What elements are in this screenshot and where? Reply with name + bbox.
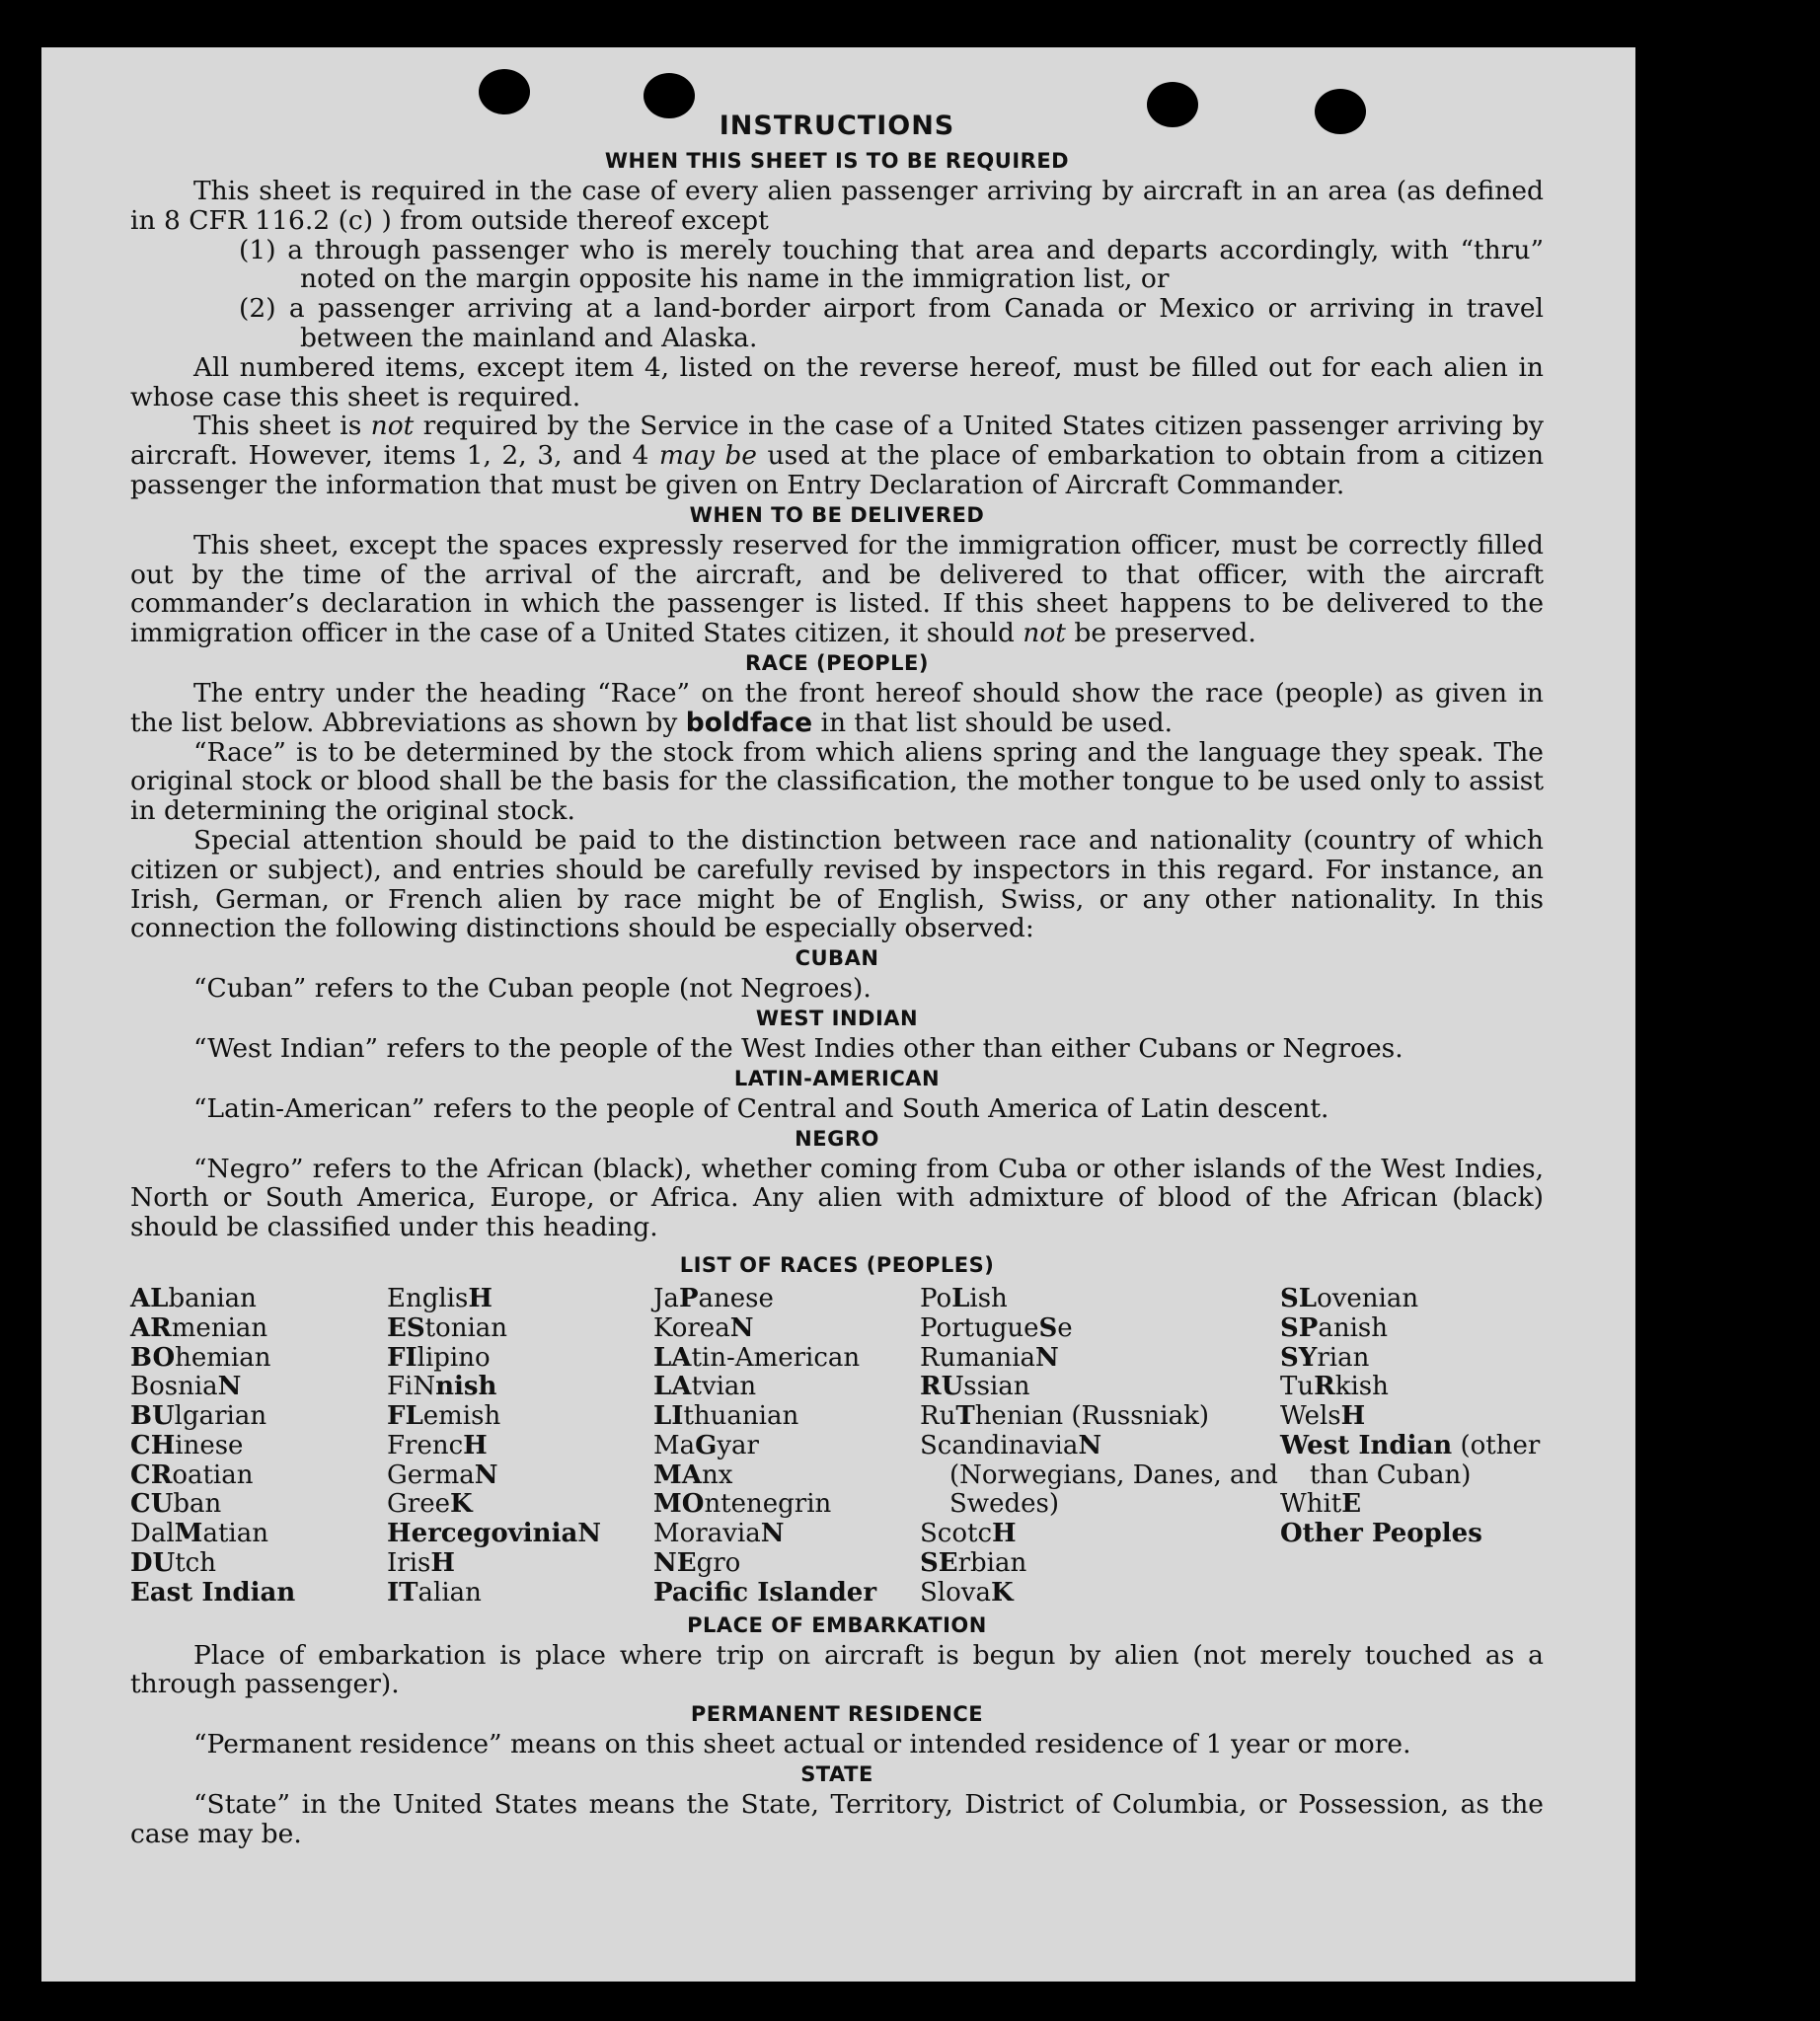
- race-entry: KoreaN: [653, 1312, 754, 1343]
- paragraph: “State” in the United States means the State, Territory, District of Columbia, or Possession, as the case may be.: [130, 1789, 1544, 1849]
- race-entry: CRoatian: [130, 1460, 254, 1490]
- race-entry: EnglisH: [387, 1283, 493, 1313]
- race-entry: ARmenian: [130, 1312, 268, 1343]
- race-column: [1280, 1285, 1544, 1609]
- paragraph: “West Indian” refers to the people of the West Indies other than either Cubans or Negroes.: [193, 1032, 1403, 1064]
- race-entry: BosniaN: [130, 1372, 242, 1402]
- race-entry: MoraviaN: [653, 1519, 785, 1549]
- race-entry: West Indian (other than Cuban): [1280, 1430, 1541, 1490]
- race-entry: FiNnish: [387, 1372, 497, 1402]
- section-heading-cuban: CUBAN: [795, 946, 879, 971]
- race-entry: ALbanian: [130, 1283, 257, 1313]
- race-entry: Other Peoples: [1280, 1519, 1482, 1549]
- paragraph: This sheet, except the spaces expressly reserved for the immigration officer, must be correctly filled out by the time of the arrival of the aircraft, and be delivered to that officer, with the aircraft commander’s declaration in which the passenger is listed. If this sheet happens to be delivered to the immigration officer in the case of a United States citizen, it should not be preserved.: [130, 529, 1544, 649]
- race-entry: FIlipino: [387, 1342, 491, 1373]
- race-entry: ScandinaviaN (Norwegians, Danes, and Swedes): [920, 1430, 1278, 1520]
- race-entry: WhitE: [1280, 1489, 1362, 1520]
- paragraph: “Permanent residence” means on this sheet actual or intended residence of 1 year or more.: [193, 1729, 1411, 1760]
- paragraph: This sheet is not required by the Service in the case of a United States citizen passenger arriving by aircraft. However, items 1, 2, 3, and 4 may be used at the place of embarkation to obtain from a citizen passenger the information that must be given on Entry Declaration of Aircraft Commander.: [130, 411, 1545, 500]
- paragraph: “Race” is to be determined by the stock from which aliens spring and the language they speak. The original stock or blood shall be the basis for the classification, the mother tongue to be used only to assist in determining the original stock.: [130, 736, 1544, 827]
- paragraph: Place of embarkation is place where trip on aircraft is begun by alien (not merely touched as a through passenger).: [130, 1639, 1544, 1700]
- race-column: [653, 1285, 920, 1609]
- race-entry: PoLish: [920, 1283, 1008, 1313]
- race-entry: IrisH: [387, 1548, 455, 1579]
- paragraph: Special attention should be paid to the distinction between race and nationality (country of which citizen or subject), and entries should be carefully revised by inspectors in this regard. For instance, an Irish, German, or French alien by race might be of English, Swiss, or any other nationality. In this connection the following distinctions should be especially observed:: [130, 824, 1544, 944]
- race-entry: BOhemian: [130, 1342, 271, 1373]
- race-entry: GermaN: [387, 1460, 498, 1490]
- document-sheet: [41, 47, 1635, 1982]
- race-entry: NEgro: [653, 1548, 741, 1579]
- race-entry: CUban: [130, 1489, 222, 1520]
- race-entry: FLemish: [387, 1401, 501, 1432]
- race-entry: DUtch: [130, 1548, 216, 1579]
- race-entry: FrencH: [387, 1430, 488, 1460]
- race-entry: SErbian: [920, 1548, 1027, 1579]
- race-entry: SYrian: [1280, 1342, 1370, 1373]
- section-heading-delivered: WHEN TO BE DELIVERED: [689, 502, 985, 527]
- section-heading-required: WHEN THIS SHEET IS TO BE REQUIRED: [604, 149, 1070, 173]
- race-entry: MaGyar: [653, 1430, 759, 1460]
- paragraph: The entry under the heading “Race” on the front hereof should show the race (people) as given in the list below. Abbreviations as shown by boldface in that list should be used.: [130, 677, 1544, 738]
- race-entry: RuThenian (Russniak): [920, 1401, 1210, 1432]
- race-entry: GreeK: [387, 1489, 473, 1520]
- section-heading-state: STATE: [800, 1762, 873, 1787]
- paragraph: This sheet is required in the case of every alien passenger arriving by aircraft in an area (as defined in 8 CFR 116.2 (c) ) from outside thereof except: [130, 176, 1544, 236]
- section-heading-west-indian: WEST INDIAN: [755, 1006, 919, 1030]
- section-heading-list-of-races: LIST OF RACES (PEOPLES): [679, 1252, 995, 1277]
- section-heading-negro: NEGRO: [795, 1126, 879, 1151]
- race-entry: East Indian: [130, 1577, 296, 1608]
- race-entry: ITalian: [387, 1577, 482, 1608]
- race-list: [130, 1285, 1544, 1609]
- race-entry: LAtvian: [653, 1372, 757, 1402]
- instructions-content: [130, 107, 1544, 1849]
- race-entry: SLovenian: [1280, 1283, 1419, 1313]
- list-item: (1) a through passenger who is merely touching that area and departs accordingly, with “thru” noted on the margin opposite his name in the immigration list, or: [239, 234, 1544, 295]
- race-entry: ScotcH: [920, 1519, 1017, 1549]
- race-column: [387, 1285, 653, 1609]
- section-heading-permanent-residence: PERMANENT RESIDENCE: [690, 1702, 984, 1727]
- paragraph: “Cuban” refers to the Cuban people (not Negroes).: [193, 973, 872, 1005]
- race-entry: RumaniaN: [920, 1342, 1059, 1373]
- race-entry: LIthuanian: [653, 1401, 799, 1432]
- race-entry: LAtin-American: [653, 1342, 861, 1373]
- race-entry: JaPanese: [653, 1283, 774, 1313]
- race-entry: EStonian: [387, 1312, 508, 1343]
- race-entry: MOntenegrin: [653, 1489, 832, 1520]
- race-entry: MAnx: [653, 1460, 733, 1490]
- paragraph: “Negro” refers to the African (black), whether coming from Cuba or other islands of the West Indies, North or South America, Europe, or Africa. Any alien with admixture of blood of the African (black) should be classified under this heading.: [130, 1153, 1544, 1243]
- race-entry: HercegoviniaN: [387, 1519, 602, 1549]
- race-column: [130, 1285, 387, 1609]
- race-entry: TuRkish: [1280, 1372, 1389, 1402]
- list-item: (2) a passenger arriving at a land-border airport from Canada or Mexico or arriving in travel between the mainland and Alaska.: [239, 293, 1544, 353]
- page-title: INSTRUCTIONS: [719, 111, 955, 141]
- race-entry: SPanish: [1280, 1312, 1388, 1343]
- race-entry: Pacific Islander: [653, 1577, 877, 1608]
- section-heading-race: RACE (PEOPLE): [745, 650, 929, 675]
- race-entry: RUssian: [920, 1372, 1030, 1402]
- race-entry: SlovaK: [920, 1577, 1014, 1608]
- race-entry: BUlgarian: [130, 1401, 267, 1432]
- race-entry: PortugueSe: [920, 1312, 1073, 1343]
- race-entry: WelsH: [1280, 1401, 1366, 1432]
- paragraph: All numbered items, except item 4, listed on the reverse hereof, must be filled out for each alien in whose case this sheet is required.: [130, 351, 1544, 412]
- race-column: [920, 1285, 1280, 1609]
- race-entry: DalMatian: [130, 1519, 268, 1549]
- section-heading-embarkation: PLACE OF EMBARKATION: [687, 1612, 987, 1637]
- paragraph: “Latin-American” refers to the people of Central and South America of Latin descent.: [193, 1092, 1329, 1124]
- race-entry: CHinese: [130, 1430, 244, 1460]
- section-heading-latin-american: LATIN-AMERICAN: [733, 1066, 941, 1090]
